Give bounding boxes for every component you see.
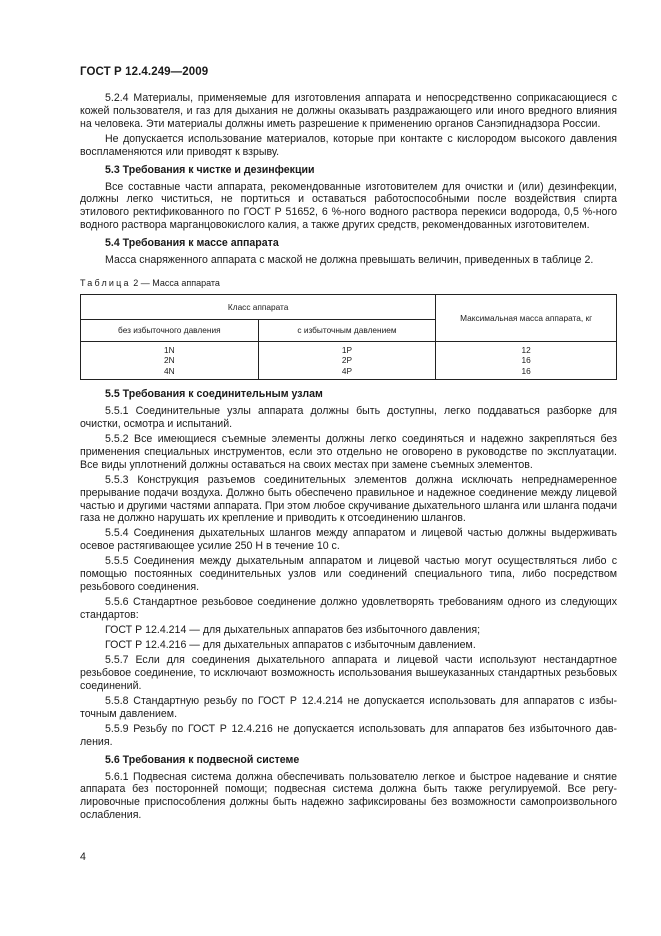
para-5-5-5: 5.5.5 Соединения между дыхательным аппаратом и лицевой частью могут осуществляться либо с помощью постоянных соединительных узлов или соединений специального типа, либо посредством резьбового соединения. bbox=[80, 555, 617, 594]
heading-5-6: 5.6 Требования к подвесной системе bbox=[105, 753, 300, 766]
para-5-5-7: 5.5.7 Если для соединения дыхательного аппарата и лицевой части используют нестандартное резьбовое соединение, то исключают возможность использования вышеуказанных стандартных резьбовых соединений. bbox=[80, 654, 617, 692]
para-5-4: Масса снаряженного аппарата с маской не должна превышать величин, приведенных в таблице 2. bbox=[105, 254, 594, 267]
para-5-5-4: 5.5.4 Соединения дыхательных шлангов между аппаратом и лицевой частью должны выдерживать осевое растягивающее усилие 250 Н в течение 10 с. bbox=[80, 527, 617, 553]
document-header: ГОСТ Р 12.4.249—2009 bbox=[80, 66, 209, 78]
para-5-5-6-a: ГОСТ Р 12.4.214 — для дыхательных аппаратов без избыточного давления; bbox=[105, 624, 481, 637]
para-5-5-2: 5.5.2 Все имеющиеся съемные элементы должны легко соединяться и надежно закрепляться без применения специальных инструментов, если это отдельно не оговорено в руководстве по эксплуатации. Все виды уплотнений должны оставаться на своих местах при замене съемных элементов. bbox=[80, 432, 617, 471]
mass-table bbox=[80, 294, 617, 380]
heading-5-5: 5.5 Требования к соединительным узлам bbox=[105, 388, 323, 401]
cell-masses: 12 16 16 bbox=[436, 341, 617, 379]
para-5-2-5: Не допускается использование материалов, которые при контакте с кислородом высокого давления воспламеняются или приводят к взрыву. bbox=[80, 132, 617, 158]
para-5-5-3: 5.5.3 Конструкция разъемов соединительных элементов должна исключать непреднамеренное прерывание подачи воздуха. Должно быть обеспечено правильное и надежное соединение между лицевой частью и другими частями аппарата. При этом любое скручивание дыхательного шланга или шланга подачи газа не должно нарушать их крепление и приводить к отсоединению шлангов. bbox=[80, 473, 617, 525]
para-5-5-6-b: ГОСТ Р 12.4.216 — для дыхательных аппаратов с избыточным давлением. bbox=[105, 639, 476, 652]
header-mass: Максимальная масса аппарата, кг bbox=[436, 294, 617, 341]
para-5-6-1: 5.6.1 Подвесная система должна обеспечивать пользователю легкое и быстрое надевание и снятие аппарата без посторонней помощи; подвесная система должна быть также регулируемой. Все регулировочные приспособления должны быть надежно зафиксированы без возможности самопроизвольного ослабления. bbox=[80, 770, 617, 822]
table-caption-text: 2 — Масса аппарата bbox=[133, 277, 220, 288]
header-class: Класс аппарата bbox=[81, 294, 436, 319]
cell-classes-p: 1P 2P 4P bbox=[258, 341, 436, 379]
page-number: 4 bbox=[80, 851, 86, 863]
cell-classes-n: 1N 2N 4N bbox=[81, 341, 259, 379]
para-5-3: Все составные части аппарата, рекомендованные изготовителем для очистки и (или) дезинфекции, должны легко чиститься, не портиться и оставаться работоспособными после воздействия спирта этилового ректификованного по ГОСТ Р 51652, 6 %-ного водного раствора перекиси водорода, 0,5 %-ного водного раствора марганцовокислого калия, а также других средств, рекомендованных изготовителем. bbox=[80, 180, 617, 232]
table-caption bbox=[80, 277, 617, 290]
para-5-5-9: 5.5.9 Резьбу по ГОСТ Р 12.4.216 не допускается использовать для аппаратов без избыточного давления. bbox=[80, 722, 617, 748]
table-caption-label: Таблица bbox=[80, 277, 131, 288]
heading-5-4: 5.4 Требования к массе аппарата bbox=[105, 237, 279, 250]
para-5-2-4: 5.2.4 Материалы, применяемые для изготовления аппарата и непосредственно соприкасающиеся с кожей пользователя, и газ для дыхания не должны оказывать раздражающего или иного вредного влияния на человека. Эти материалы должны иметь разрешение к применению органов Санэпиднадзора России. bbox=[80, 92, 617, 130]
para-5-5-8: 5.5.8 Стандартную резьбу по ГОСТ Р 12.4.214 не допускается использовать для аппаратов с избыточным давлением. bbox=[80, 694, 617, 720]
header-pressure: с избыточным давлением bbox=[258, 319, 436, 341]
para-5-5-1: 5.5.1 Соединительные узлы аппарата должны быть доступны, легко поддаваться разборке для очистки, осмотра и испытаний. bbox=[80, 405, 617, 430]
heading-5-3: 5.3 Требования к чистке и дезинфекции bbox=[105, 163, 315, 176]
para-5-5-6: 5.5.6 Стандартное резьбовое соединение должно удовлетворять требованиям одного из следующих стандартов: bbox=[80, 596, 617, 622]
header-no-pressure: без избыточного давления bbox=[81, 319, 259, 341]
page-content bbox=[80, 92, 617, 824]
